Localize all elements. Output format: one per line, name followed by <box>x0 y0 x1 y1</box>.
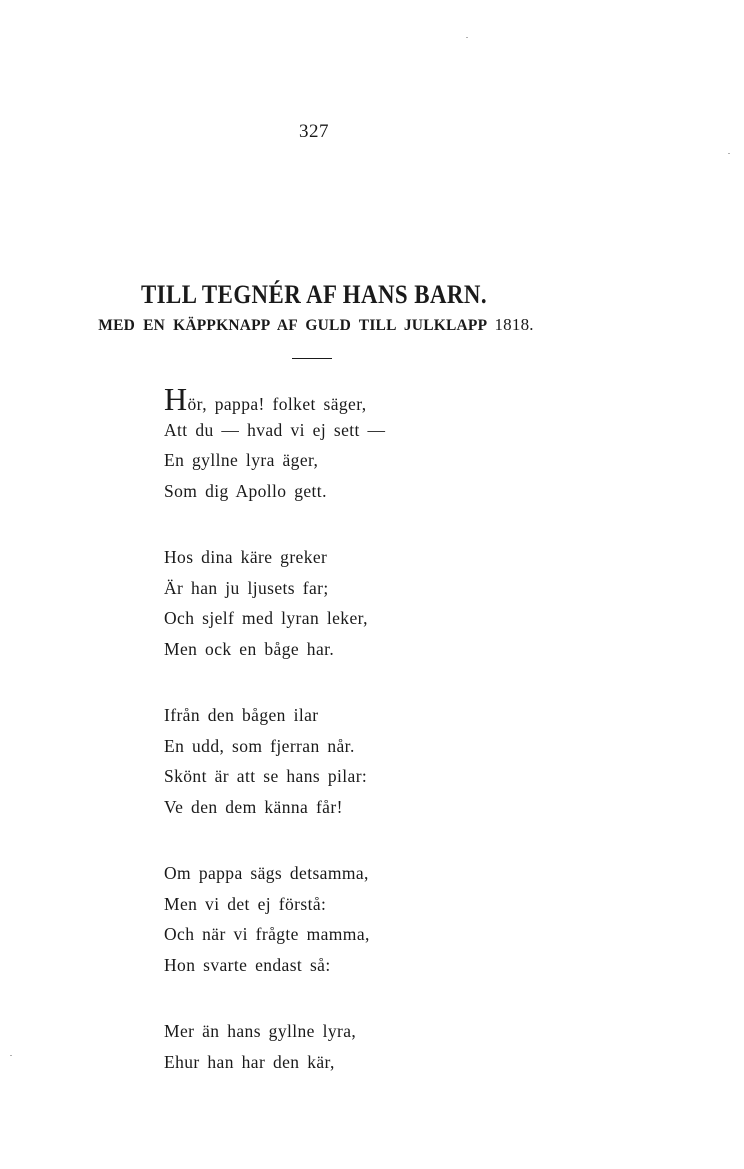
subtitle-year: 1818. <box>494 315 534 334</box>
poem-line: Ifrån den bågen ilar <box>164 705 319 725</box>
poem-line: Och sjelf med lyran leker, <box>164 608 368 628</box>
drop-cap: H <box>164 381 188 417</box>
stanza-4 <box>164 858 484 980</box>
poem-line: Att du — hvad vi ej sett — <box>164 419 386 440</box>
stanza-2 <box>164 542 484 664</box>
poem-line: En udd, som fjerran når. <box>164 735 355 756</box>
poem-line: Men ock en båge har. <box>164 638 335 659</box>
poem-line: Är han ju ljusets far; <box>164 577 329 598</box>
poem-line: Mer än hans gyllne lyra, <box>164 1021 357 1041</box>
poem-line: Som dig Apollo gett. <box>164 480 327 501</box>
poem-line: Men vi det ej förstå: <box>164 893 327 914</box>
stanza-1 <box>164 381 484 506</box>
paper-speck <box>10 1055 12 1056</box>
page-number: 327 <box>299 121 329 142</box>
paper-speck <box>466 37 468 38</box>
poem-line: Och när vi frågte mamma, <box>164 924 370 944</box>
poem-line <box>164 381 484 417</box>
stanza-5 <box>164 1016 484 1077</box>
poem-subtitle <box>72 315 560 335</box>
stanza-3 <box>164 700 484 822</box>
poem-body <box>164 381 484 1113</box>
title-divider <box>292 358 332 359</box>
first-line-text: ör, pappa! folket säger, <box>187 394 367 414</box>
paper-speck <box>728 153 730 154</box>
poem-line: Ehur han har den kär, <box>164 1051 335 1072</box>
poem-line: En gyllne lyra äger, <box>164 450 319 470</box>
poem-line: Ve den dem känna får! <box>164 796 343 817</box>
poem-title: TILL TEGNÉR AF HANS BARN. <box>140 280 488 309</box>
subtitle-text: MED EN KÄPPKNAPP AF GULD TILL JULKLAPP <box>98 317 487 334</box>
poem-line: Skönt är att se hans pilar: <box>164 766 368 786</box>
poem-line: Hon svarte endast så: <box>164 954 331 975</box>
poem-line: Om pappa sägs detsamma, <box>164 863 369 883</box>
poem-line: Hos dina käre greker <box>164 547 328 567</box>
